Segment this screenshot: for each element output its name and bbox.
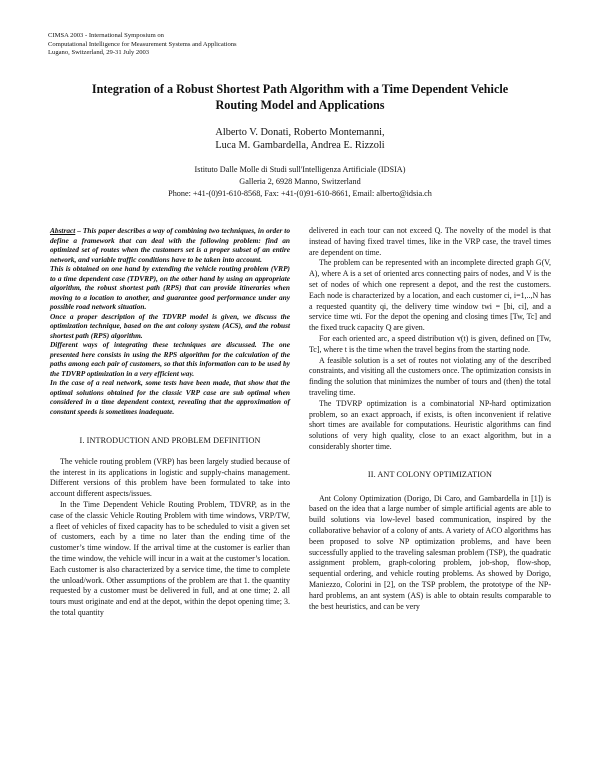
paper-title <box>40 81 560 113</box>
affiliation-line: Phone: +41-(0)91-610-8568, Fax: +41-(0)91-610-8661, Email: alberto@idsia.ch <box>168 189 432 198</box>
section-heading: I. INTRODUCTION AND PROBLEM DEFINITION <box>79 436 261 445</box>
author-line: Luca M. Gambardella, Andrea E. Rizzoli <box>215 140 385 151</box>
abstract-paragraph: Different ways of integrating these techniques are discussed. The one presented here consists in using the RPS algorithm for the calculation of the paths among each pair of customers, so that this information can to be used by the TDVRP optimization in a very efficient way. <box>50 340 290 378</box>
abstract-text: – This paper describes a way of combining two techniques, in order to define a framework that can deal with the following problem: find an optimized set of routes when the customers set is a proper subset of an entire network, and variable traffic conditions have to be taken into account. <box>50 226 290 264</box>
abstract <box>50 226 290 416</box>
abstract-paragraph: Once a proper description of the TDVRP model is given, we discuss the optimization technique, based on the ant colony system (ACS), and the robust shortest path (RPS) algorithm. <box>50 311 290 340</box>
header-line: CIMSA 2003 - International Symposium on <box>48 32 164 39</box>
abstract-paragraph <box>50 226 290 264</box>
conference-header <box>48 32 237 58</box>
body-paragraph: In the Time Dependent Vehicle Routing Problem, TDVRP, as in the case of the classic Vehicle Routing Problem with time windows, VRP/TW, a fleet of vehicles of fixed capacity has to be scheduled to visit a given set of customers, each by a time no later than the ending time of the customer’s time window. If the arrival time at the customer is earlier than the time window, the vehicle will incur in a wait at the customer’s location. Each customer is also characterized by a service time, the time to complete the unload/work. Other assumptions of the problem are that 1. the quantity requested by a customer must be delivered in full, and at one time; 2. all tours must originate and end at the depot, within the depot opening time; 3. the total quantity <box>50 499 290 617</box>
body-paragraph: The vehicle routing problem (VRP) has been largely studied because of the interest in its applications in logistic and supply-chains management. Different versions of this problem have been formulated to take into account different aspects/issues. <box>50 456 290 499</box>
body-paragraph: For each oriented arc, a speed distribution v(t) is given, defined on [Tw, Tc], where t is the time when the travel begins from the starting node. <box>309 333 551 354</box>
abstract-paragraph: This is obtained on one hand by extending the vehicle routing problem (VRP) to a time dependent case (TDVRP), on the other hand by using an appropriate algorithm, the robust shortest path (RPS) that can provide itineraries when moving to a location to another, and guarantee good performance under any possible road network situation. <box>50 264 290 311</box>
body-paragraph: The problem can be represented with an incomplete directed graph G(V, A), where A is a set of oriented arcs connecting pairs of nodes, and V is the set of nodes of which one represent a depot, and the rest the customers. Each node is characterized by a location, and each customer ci, i=1,..,N has a requested quantity qi, the delivery time window twi = [bi, ci], and a service time wti. For the depot the opening and closing times [Tw, Tc] and the fixed truck capacity Q are given. <box>309 258 551 333</box>
affiliation <box>40 164 560 200</box>
author-list <box>40 126 560 152</box>
header-line: Lugano, Switzerland, 29-31 July 2003 <box>48 49 150 56</box>
body-paragraph: A feasible solution is a set of routes not violating any of the described constraints, and visiting all the customers once. The optimization consists in finding the solution that minimizes the number of tours and (then) the total traveling time. <box>309 355 551 397</box>
header-line: Computational Intelligence for Measurement Systems and Applications <box>48 40 237 48</box>
abstract-label: Abstract <box>50 226 76 235</box>
affiliation-line: Galleria 2, 6928 Manno, Switzerland <box>239 177 361 186</box>
body-paragraph: Ant Colony Optimization (Dorigo, Di Caro, and Gambardella in [1]) is based on the idea that a large number of simple artificial agents are able to build solutions via low-level based communication, inspired by the collaborative behavior of a colony of ants. A variety of ACO algorithms has been proposed to solve NP optimization problems, and have been successfully applied to the traveling salesman problem (TSP), the quadratic assignment problem, graph-coloring problem, job-shop, flow-shop, sequential ordering, and vehicle routing problems. As showed by Dorigo, Maniezzo, Colorini in [2], on the TSP problem, the prototype of the NP-hard problems, an ant system (AS) is able to obtain results comparable to the best heuristics, and can be very <box>309 493 551 611</box>
abstract-paragraph: In the case of a real network, some tests have been made, that show that the optimal solutions obtained for the classic VRP case are sub optimal when considered in a time dependent context, revealing that the approximation of constant speeds is sometimes inadequate. <box>50 378 290 416</box>
body-paragraph: The TDVRP optimization is a combinatorial NP-hard optimization problem, so an exact approach, if exists, is often inconvenient if relative short times are available for computations. Heuristic algorithms can find solutions of very high quality, close to an exact algorithm, but in a considerably shorter time. <box>309 398 551 451</box>
title-line: Integration of a Robust Shortest Path Algorithm with a Time Dependent Vehicle <box>91 82 509 96</box>
left-column <box>50 226 290 619</box>
section-heading: II. ANT COLONY OPTIMIZATION <box>367 469 493 479</box>
body-paragraph: delivered in each tour can not exceed Q. The novelty of the model is that instead of having fixed travel times, like in the VRP case, the travel times are dependent on time. <box>309 226 551 257</box>
right-column <box>309 226 551 612</box>
title-line: Routing Model and Applications <box>215 98 385 112</box>
author-line: Alberto V. Donati, Roberto Montemanni, <box>215 127 385 138</box>
affiliation-line: Istituto Dalle Molle di Studi sull'Intelligenza Artificiale (IDSIA) <box>194 165 406 174</box>
